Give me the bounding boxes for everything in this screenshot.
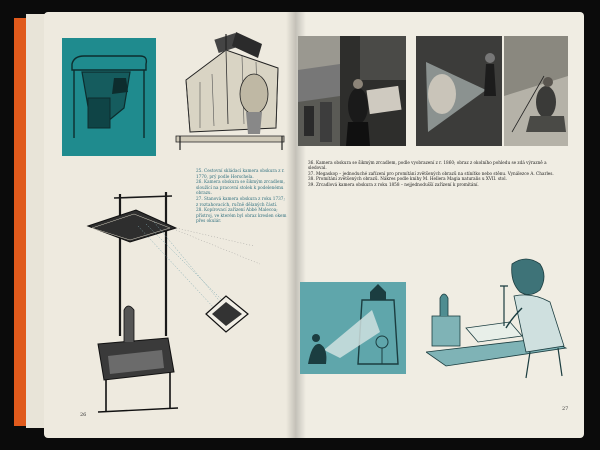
caption-39: 39. Zrcadlová kamera obskura z roku 1858 – nejjednodušší zařízení k promítání. [308, 181, 479, 187]
folio-left: 26 [80, 412, 87, 418]
right-captions [308, 160, 566, 216]
caption-38: 38. Promítání zvětšených obrazů. Nákres podle knihy M. Hellera Magia naturalis u XVII. stol. [308, 176, 507, 182]
caption-36: 36. Kamera obskura se šikmým zrcadlem, podle vyobrazení z r. 1860; obraz z okolního pohledu se zdá výrazně a sledoval. [308, 160, 547, 171]
illustration-tent-projection [300, 282, 406, 374]
illustration-teal-table [62, 38, 156, 156]
caption-25: 25. Cestovní skládací kamera obskura z r. 1770, prý podle Herschela. [196, 168, 285, 179]
photo-seated-woman [504, 36, 568, 146]
caption-27: 27. Stanová kamera obskura z roku 1737; z roztahovacích, ručně dělaných částí. [196, 195, 285, 207]
illustration-tent-camera [166, 24, 294, 152]
caption-26: 26. Kamera obskura se šikmým zrcadlem, sloužící na pracovní stolek k podelenému obrazu. [196, 179, 285, 196]
photo-interior-people [340, 36, 406, 146]
caption-37: 37. Megaskop – jednoduché zařízení pro promítání zvětšených obrazů na stínítko nebo stěnu. Vynálezce A. Charles. [308, 170, 554, 176]
caption-28: 28. Kopírovací zařízení Abbé Malecoa; přístroj, ve kterém byl obraz kreslen okem přes okulár. [196, 207, 287, 224]
folio-right: 27 [562, 406, 569, 412]
photo-projection-beam [416, 36, 502, 146]
photo-street-scene [298, 36, 340, 146]
illustration-drawing-frame [84, 186, 274, 422]
illustration-man-camera-lucida [426, 256, 572, 380]
